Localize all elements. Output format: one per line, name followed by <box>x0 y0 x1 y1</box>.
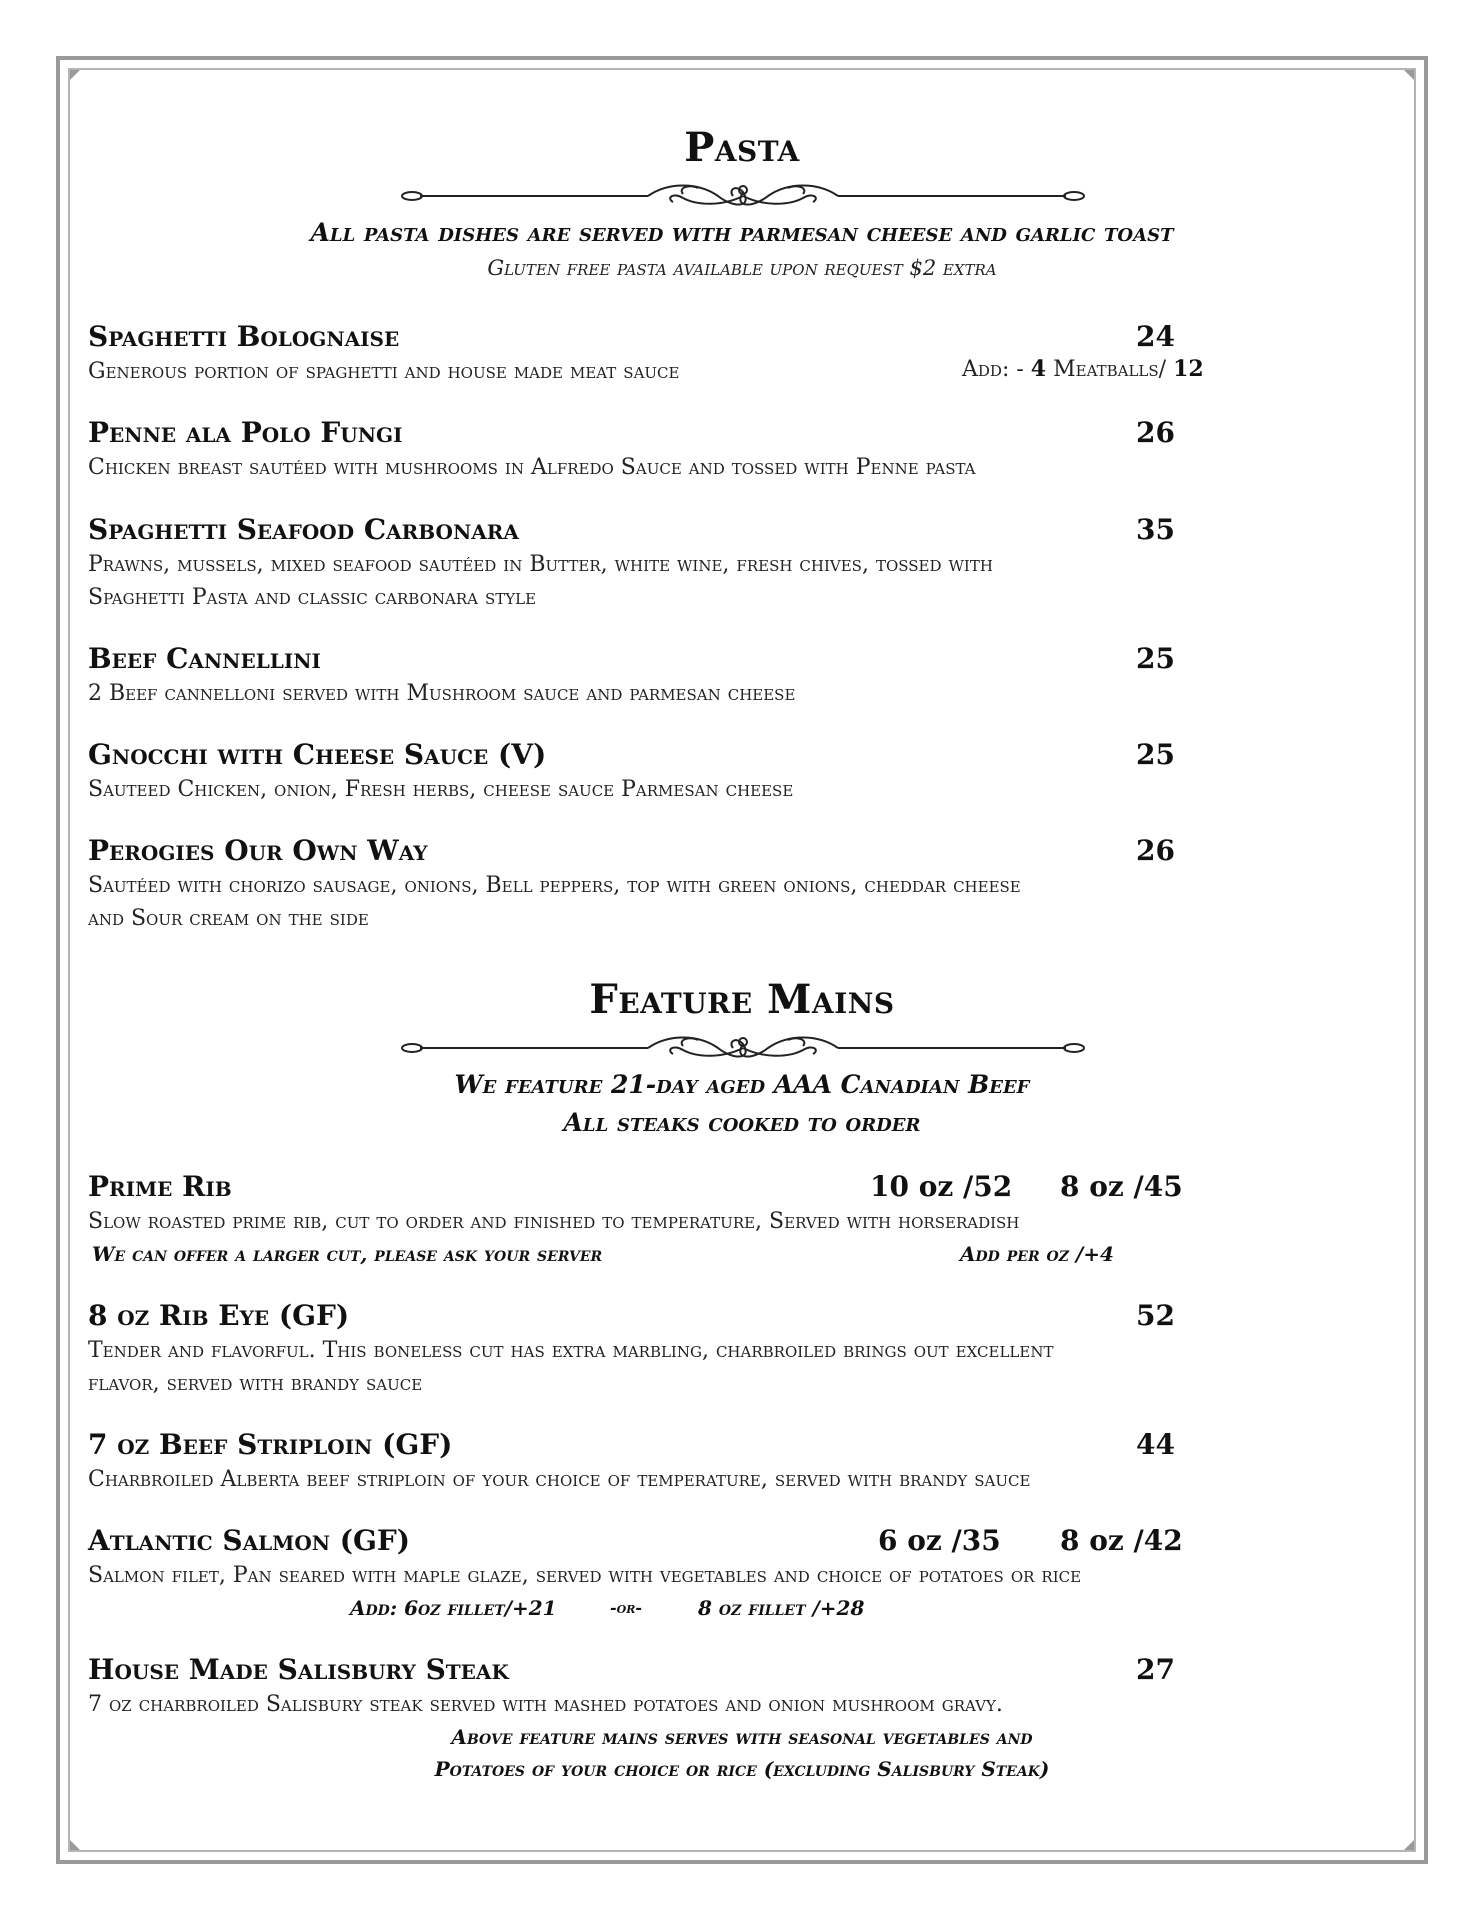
menu-item-subnote-or: -or- <box>610 1598 643 1617</box>
menu-item-name: 7 oz Beef Striploin (GF) <box>88 1428 453 1461</box>
menu-item-subnote: 8 oz fillet /+28 <box>698 1596 865 1620</box>
menu-item-desc: Prawns, mussels, mixed seafood sautéed in Butter, white wine, fresh chives, tossed with <box>88 552 993 577</box>
pasta-section-title: Pasta <box>684 124 800 171</box>
feature-note-cooked-to-order: All steaks cooked to order <box>563 1108 921 1137</box>
menu-item-desc: Chicken breast sautéed with mushrooms in Alfredo Sauce and tossed with Penne pasta <box>88 455 976 480</box>
menu-item-price-option: 6 oz /35 <box>878 1524 1001 1557</box>
addon-qty: 4 <box>1030 356 1047 382</box>
pasta-note-served-with: All pasta dishes are served with parmesan cheese and garlic toast <box>310 218 1174 247</box>
corner-ornament-top-right <box>1404 70 1414 80</box>
addon-prefix: Add: - <box>962 357 1024 382</box>
menu-item-desc: Salmon filet, Pan seared with maple glaze, served with vegetables and choice of potatoes or rice <box>88 1563 1082 1588</box>
feature-note-aged-beef: We feature 21-day aged AAA Canadian Beef <box>454 1070 1030 1099</box>
menu-item-desc: Spaghetti Pasta and classic carbonara style <box>88 585 537 610</box>
menu-item-desc: Sauteed Chicken, onion, Fresh herbs, cheese sauce Parmesan cheese <box>88 777 794 802</box>
menu-item-price: 27 <box>1136 1653 1175 1686</box>
menu-item-price-option: 8 oz /42 <box>1060 1524 1183 1557</box>
menu-item-price: 26 <box>1136 416 1175 449</box>
menu-item-name: 8 oz Rib Eye (GF) <box>88 1299 350 1332</box>
menu-item-desc: Generous portion of spaghetti and house made meat sauce <box>88 359 680 384</box>
menu-item-name: Gnocchi with Cheese Sauce (V) <box>88 738 547 771</box>
menu-item-desc: Slow roasted prime rib, cut to order and finished to temperature, Served with horseradish <box>88 1209 1020 1234</box>
menu-item-desc: 2 Beef cannelloni served with Mushroom sauce and parmesan cheese <box>88 681 796 706</box>
menu-item-desc: and Sour cream on the side <box>88 906 369 931</box>
menu-item-desc: flavor, served with brandy sauce <box>88 1371 423 1396</box>
feature-mains-section-title: Feature Mains <box>589 976 895 1023</box>
menu-item-price-option: 8 oz /45 <box>1060 1170 1183 1203</box>
menu-item-name: Perogies Our Own Way <box>88 834 428 867</box>
flourish-divider-icon <box>398 178 1088 214</box>
menu-item-name: Beef Cannellini <box>88 642 321 675</box>
corner-ornament-top-left <box>70 70 80 80</box>
addon-item: Meatballs/ <box>1053 357 1167 382</box>
menu-item-desc: Charbroiled Alberta beef striploin of your choice of temperature, served with brandy sauce <box>88 1467 1031 1492</box>
menu-item-desc: Sautéed with chorizo sausage, onions, Bell peppers, top with green onions, cheddar cheese <box>88 873 1021 898</box>
menu-item-name: Prime Rib <box>88 1170 232 1203</box>
feature-footer-note: Above feature mains serves with seasonal vegetables and <box>451 1725 1033 1749</box>
menu-item-subnote: Add per oz /+4 <box>960 1242 1114 1266</box>
menu-item-name: Penne ala Polo Fungi <box>88 416 403 449</box>
corner-ornament-bottom-left <box>70 1840 80 1850</box>
corner-ornament-bottom-right <box>1404 1840 1414 1850</box>
menu-item-name: Spaghetti Seafood Carbonara <box>88 513 519 546</box>
menu-item-price: 35 <box>1136 513 1175 546</box>
feature-footer-note: Potatoes of your choice or rice (excluding Salisbury Steak) <box>434 1757 1050 1781</box>
menu-item-name: Atlantic Salmon (GF) <box>88 1524 411 1557</box>
menu-item-addon <box>962 356 1204 382</box>
menu-item-price: 25 <box>1136 642 1175 675</box>
menu-item-name: Spaghetti Bolognaise <box>88 320 400 353</box>
menu-item-subnote: We can offer a larger cut, please ask your server <box>92 1242 603 1266</box>
addon-price: 12 <box>1173 356 1204 382</box>
menu-item-price: 24 <box>1136 320 1175 353</box>
menu-item-price: 26 <box>1136 834 1175 867</box>
pasta-note-gluten-free: Gluten free pasta available upon request $2 extra <box>487 256 997 280</box>
menu-item-price: 52 <box>1136 1299 1175 1332</box>
menu-item-desc: Tender and flavorful. This boneless cut has extra marbling, charbroiled brings out excellent <box>88 1338 1054 1363</box>
menu-item-price: 25 <box>1136 738 1175 771</box>
flourish-divider-icon <box>398 1030 1088 1066</box>
menu-item-name: House Made Salisbury Steak <box>88 1653 509 1686</box>
menu-item-subnote: Add: 6oz fillet/+21 <box>350 1596 557 1620</box>
menu-item-price: 44 <box>1136 1428 1175 1461</box>
menu-item-desc: 7 oz charbroiled Salisbury steak served with mashed potatoes and onion mushroom gravy. <box>88 1692 1003 1717</box>
menu-item-price-option: 10 oz /52 <box>870 1170 1013 1203</box>
